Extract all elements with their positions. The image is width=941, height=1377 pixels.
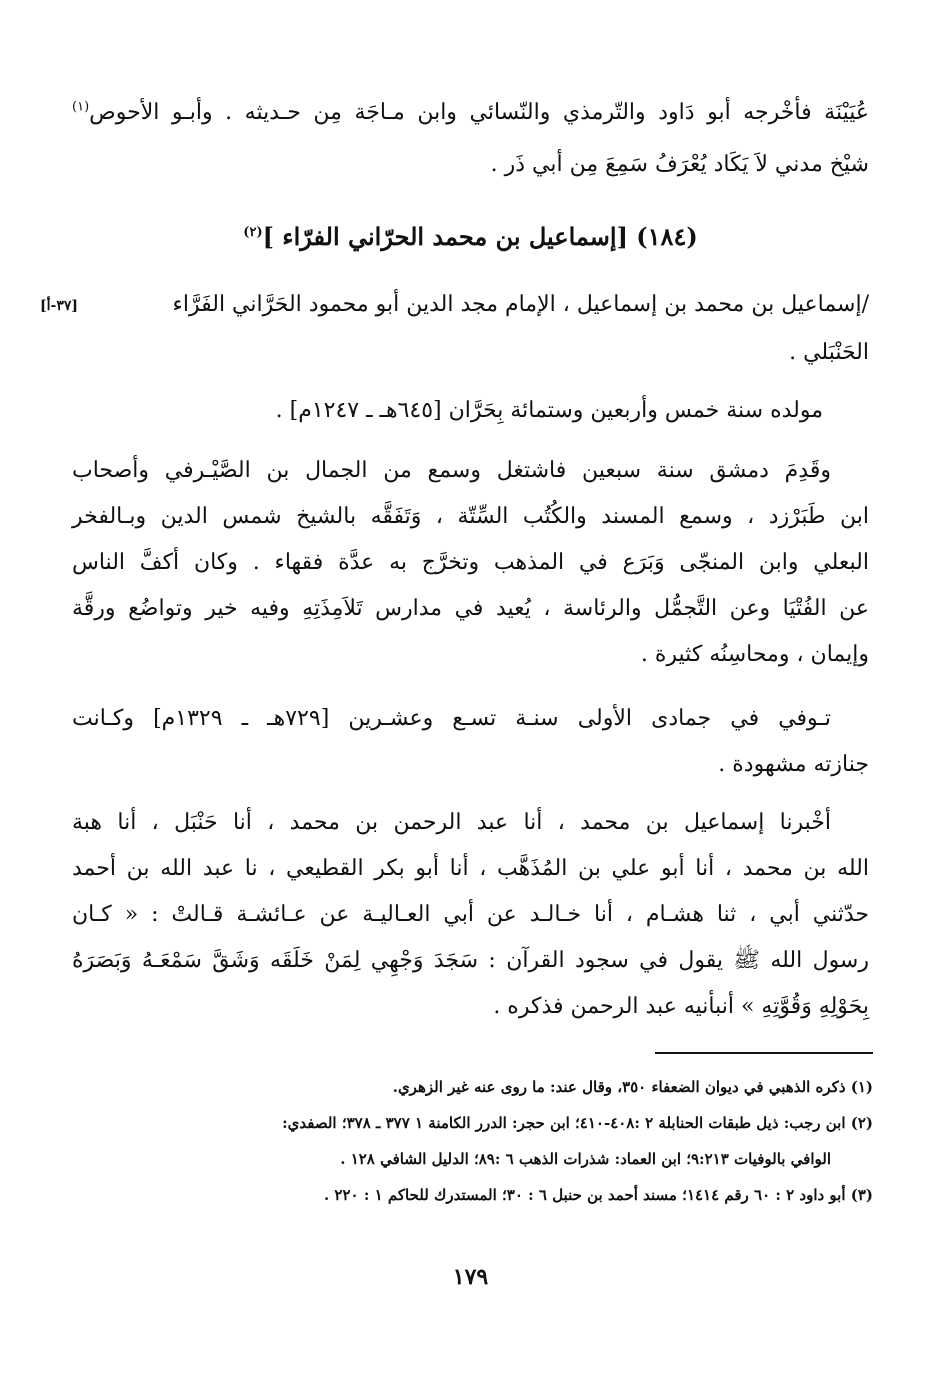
manuscript-folio-reference: [٣٧-أ]	[40, 298, 78, 314]
footnote-separator	[655, 1052, 873, 1054]
study-line-3: البعلي وابن المنجّى وَبَرَع في المذهب وتخرَّج به عدَّة فقهاء . وكان أكفَّ الناس	[72, 550, 869, 575]
bio-line-1: /إسماعيل بن محمد بن إسماعيل ، الإمام مجد الدين أبو محمود الحَرَّاني الفَرَّاء	[172, 292, 869, 317]
study-line-4: عن الفُتْيَا وعن التَّجمُّل والرئاسة ، يُعيد في مدارس تَلاَمِذَتِهِ وفيه خير وتواضُع ورقَّة	[72, 596, 869, 621]
death-line-1: تـوفي في جمادى الأولى سنـة تسـع وعشـرين [٧٢٩هـ ـ ١٣٢٩م] وكـانت	[72, 706, 831, 731]
study-line-2: ابن طَبَرْزد ، وسمع المسند والكُتُب السِّتّة ، وَتَفَقَّه بالشيخ شمس الدين وبـالفخر	[72, 504, 869, 529]
hadith-line-1: أخْبرنا إسماعيل بن محمد ، أنا عبد الرحمن بن محمد ، أنا حَنْبَل ، أنا هبة	[72, 810, 832, 835]
study-line-1: وقَدِمَ دمشق سنة سبعين فاشتغل وسمع من الجمال بن الصَّيْـرفي وأصحاب	[72, 458, 831, 483]
entry-title	[0, 222, 941, 251]
footnote-2-continued: الوافي بالوفيات ٩:٢١٣؛ ابن العماد: شذرات الذهب ٦ :٨٩؛ الدليل الشافي ١٢٨ .	[340, 1150, 831, 1168]
footnote-marker: (١)	[72, 99, 90, 115]
study-line-5: وإيمان ، ومحاسِنُه كثيرة .	[640, 642, 869, 667]
hadith-line-2: الله بن محمد ، أنا أبو علي بن المُذَهَّب ، أنا أبو بكر القطيعي ، نا عبد الله بن أحمد	[72, 856, 869, 881]
page-number: ١٧٩	[452, 1264, 489, 1290]
text-span: عُيَيْنَة فأخْرجه أبو دَاود والتّرمذي والنّسائي وابن مـاجَة مِن حـديثه . وأبـو الأحوص	[89, 100, 869, 125]
footnote-2: (٢) ابن رجب: ذيل طبقات الحنابلة ٢ :٤٠٨-٤١٠؛ ابن حجر: الدرر الكامنة ١ ٣٧٧ ـ ٣٧٨؛ الصفدي:	[282, 1114, 873, 1132]
bio-line-2: الحَنْبَلي .	[789, 340, 869, 365]
footnote-1: (١) ذكره الذهبي في ديوان الضعفاء ٣٥٠، وقال عند: ما روى عنه غير الزهري.	[392, 1078, 873, 1096]
footnote-marker: (٢)	[243, 225, 263, 240]
entry-title-text: (١٨٤) [إسماعيل بن محمد الحرّاني الفرّاء ]	[262, 222, 698, 251]
footnote-3: (٣) أبو داود ٢ : ٦٠ رقم ١٤١٤؛ مسند أحمد بن حنبل ٦ : ٣٠؛ المستدرك للحاكم ١ : ٢٢٠ .	[323, 1186, 873, 1204]
birth-line: مولده سنة خمس وأربعين وستمائة بِحَرَّان [٦٤٥هـ ـ ١٢٤٧م] .	[275, 398, 823, 423]
hadith-line-3: حدّثني أبي ، ثنا هشـام ، أنا خـالـد عن أبي العـاليـة عن عـائشـة قـالتْ : « كـان	[72, 902, 869, 927]
hadith-line-5: بِحَوْلِهِ وَقُوَّتِهِ » أنبأنيه عبد الرحمن فذكره .	[493, 994, 869, 1019]
hadith-line-4: رسول الله ﷺ يقول في سجود القرآن : سَجَدَ وَجْهِي لِمَنْ خَلَقَه وَشَقَّ سَمْعَـهُ وَبَصَرَهُ	[72, 948, 869, 973]
death-line-2: جنازته مشهودة .	[718, 752, 869, 777]
top-paragraph-line-2: شيْخ مدني لاَ يَكَاد يُعْرَفُ سَمِعَ مِن أبي ذَر .	[490, 152, 869, 177]
top-paragraph-line-1	[72, 98, 869, 128]
